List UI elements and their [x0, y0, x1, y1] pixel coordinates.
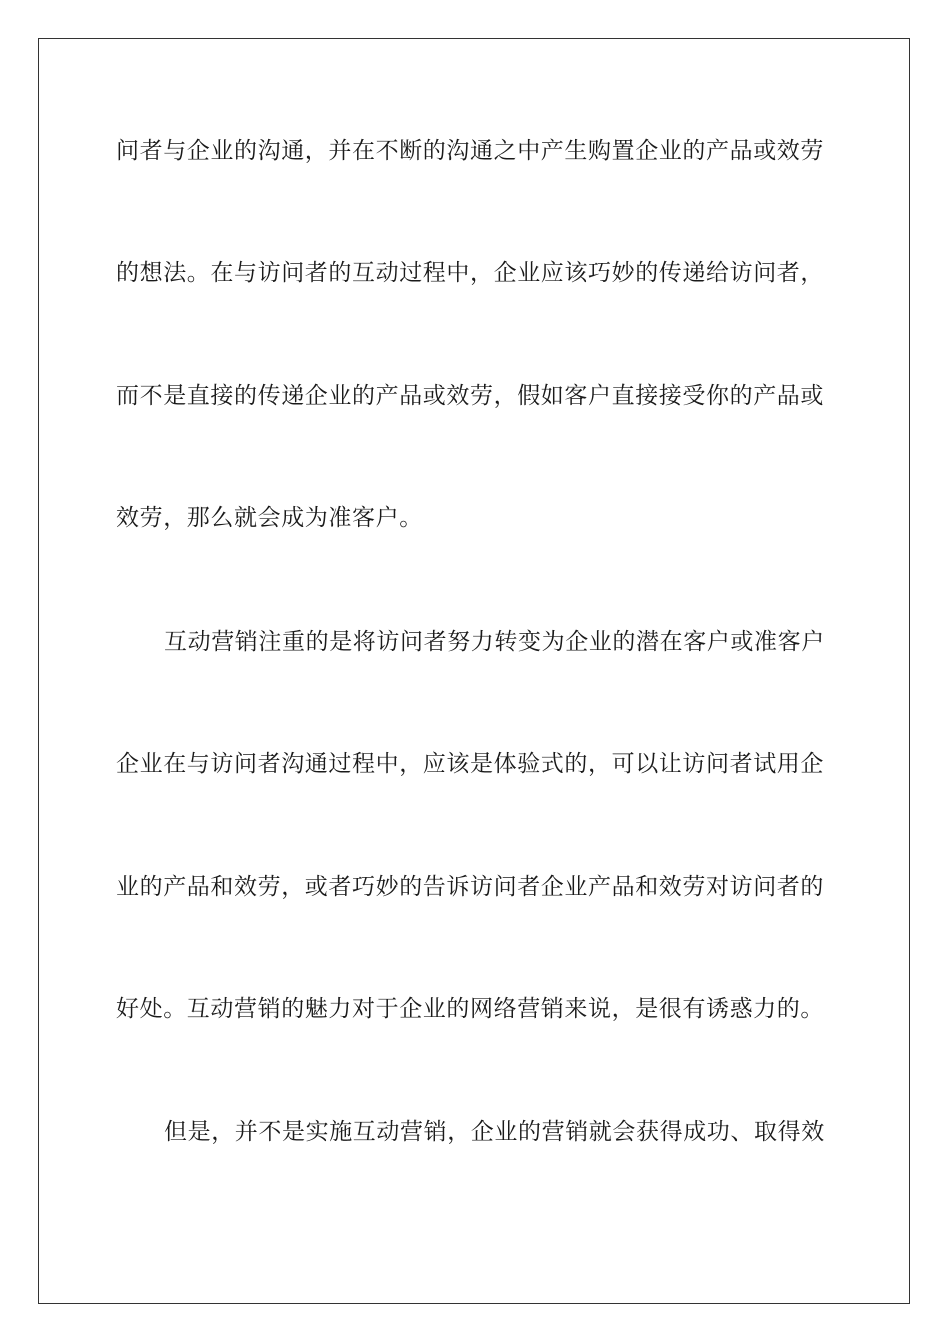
- text-line-4: 效劳，那么就会成为准客户。: [116, 505, 423, 531]
- page-frame: [38, 38, 910, 1304]
- text-line-5-paragraph-start: 互动营销注重的是将访问者努力转变为企业的潜在客户或准客户: [164, 629, 825, 655]
- text-line-1: 问者与企业的沟通，并在不断的沟通之中产生购置企业的产品或效劳: [116, 138, 824, 164]
- text-line-3: 而不是直接的传递企业的产品或效劳，假如客户直接接受你的产品或: [116, 383, 824, 409]
- text-line-2: 的想法。在与访问者的互动过程中，企业应该巧妙的传递给访问者，: [116, 260, 824, 286]
- text-line-8: 好处。互动营销的魅力对于企业的网络营销来说，是很有诱惑力的。: [116, 996, 824, 1022]
- text-line-6: 企业在与访问者沟通过程中，应该是体验式的，可以让访问者试用企: [116, 751, 824, 777]
- text-line-9-paragraph-start: 但是，并不是实施互动营销，企业的营销就会获得成功、取得效: [164, 1119, 825, 1145]
- text-line-7: 业的产品和效劳，或者巧妙的告诉访问者企业产品和效劳对访问者的: [116, 874, 824, 900]
